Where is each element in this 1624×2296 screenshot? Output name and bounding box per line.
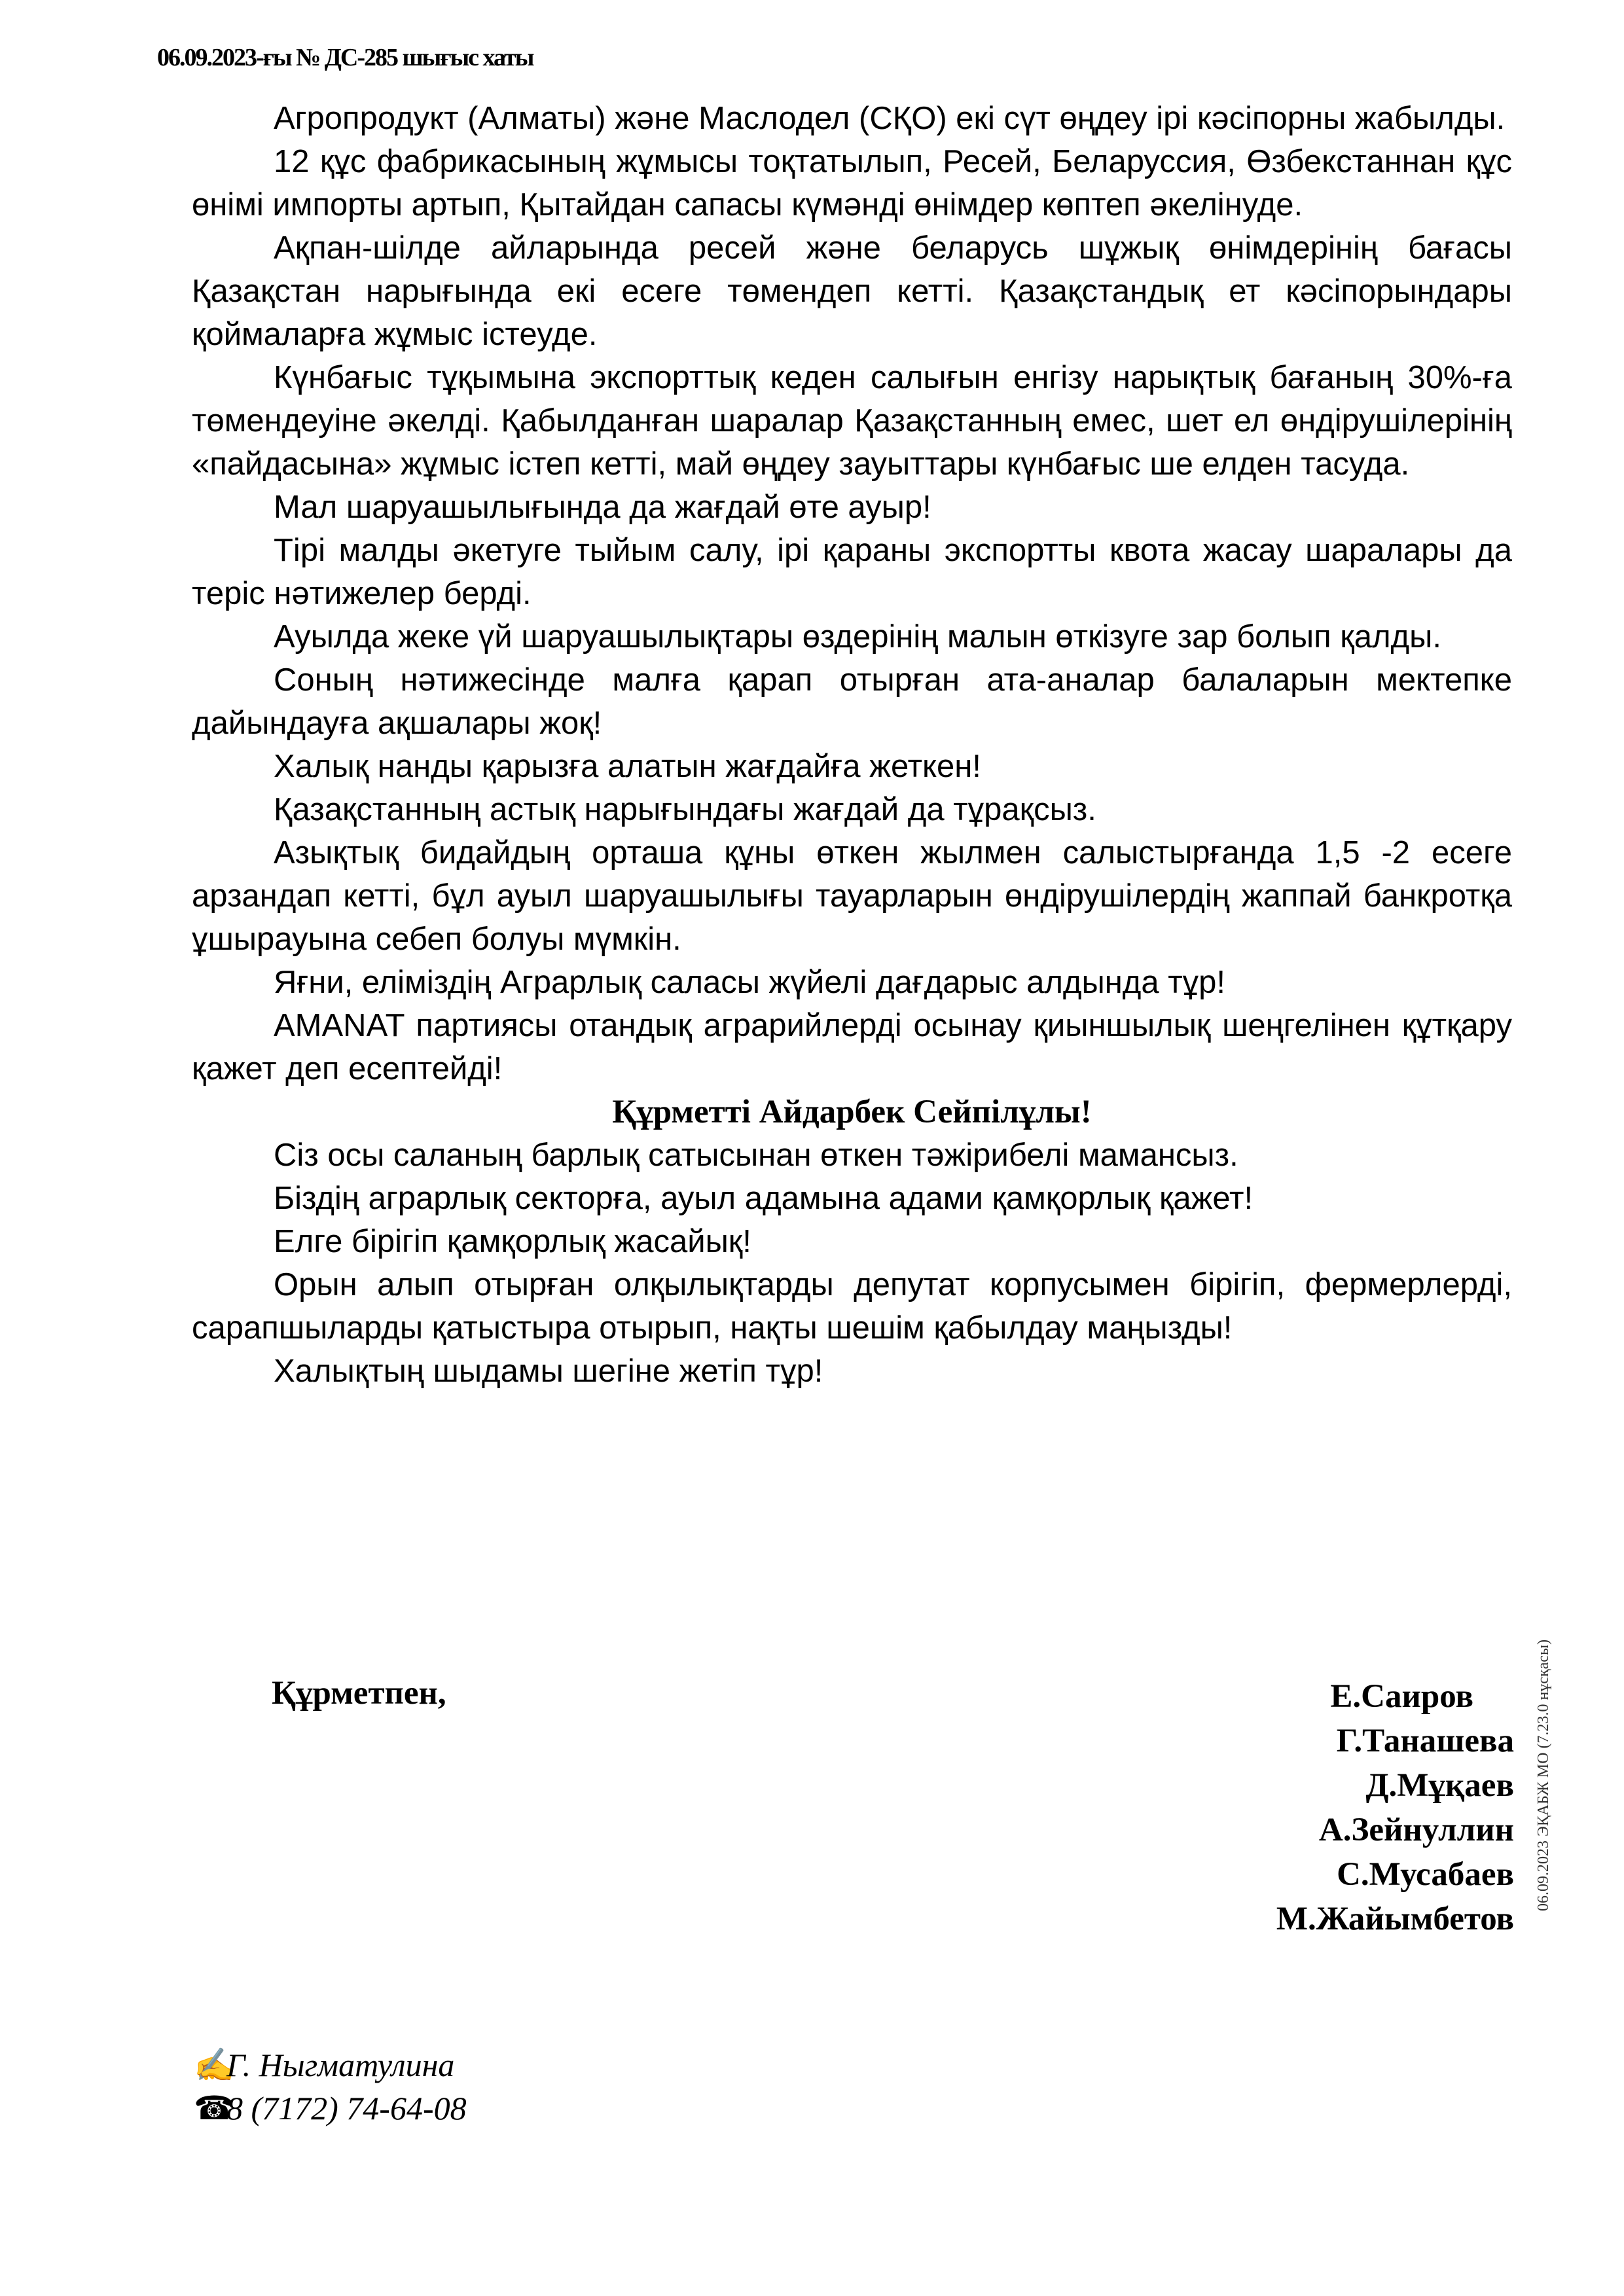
signatory-name: Е.Саиров xyxy=(1330,1678,1473,1715)
body-paragraph: Күнбағыс тұқымына экспорттық кеден салығын енгізу нарықтық бағаның 30%-ға төмендеуіне әкелді. Қабылданған шаралар Қазақстанның емес, шет ел өндірушілерінің «пайдасына» жұмыс істеп кетті, май өңдеу зауыттары күнбағыс ше елден тасуда. xyxy=(192,360,1512,482)
author-name: Г. Ныгматулина xyxy=(226,2047,455,2083)
body-paragraph: Агропродукт (Алматы) және Маслодел (СҚО) екі сүт өңдеу ірі кәсіпорны жабылды. xyxy=(274,101,1506,136)
body-paragraph: AMANAT партиясы отандық аграрийлерді осынау қиыншылық шеңгелінен құтқару қажет деп есептейді! xyxy=(192,1008,1512,1086)
signatory-name: М.Жайымбетов xyxy=(1276,1901,1514,1937)
phone-icon: ☎ xyxy=(194,2090,235,2126)
body-paragraph: Орын алып отырған олқылықтарды депутат корпусымен бірігіп, фермерлерді, сарапшыларды қатыстыра отырып, нақты шешім қабылдау маңызды! xyxy=(192,1267,1512,1346)
body-paragraph: Соның нәтижесінде малға қарап отырған ата-аналар балаларын мектепке дайындауға ақшалары жоқ! xyxy=(192,662,1512,741)
side-stamp: 06.09.2023 ЭҚАБЖ МО (7.23.0 нұсқасы) xyxy=(1535,1639,1552,1911)
signatory-name: Д.Мұқаев xyxy=(1365,1767,1514,1804)
signatory-name: Г.Танашева xyxy=(1336,1723,1514,1759)
body-paragraph: Тірі малды әкетуге тыйым салу, ірі қараны экспортты квота жасау шаралары да теріс нәтижелер берді. xyxy=(192,533,1512,611)
signatory-name: А.Зейнуллин xyxy=(1318,1812,1514,1848)
body-paragraph: Қазақстанның астық нарығындағы жағдай да тұрақсыз. xyxy=(274,792,1096,827)
body-paragraph: Азықтық бидайдың орташа құны өткен жылмен салыстырғанда 1,5 -2 есеге арзандап кетті, бұл ауыл шаруашылығы тауарларын өндірушілердің жаппай банкротқа ұшырауына себеп болуы мүмкін. xyxy=(192,835,1512,957)
pen-icon: ✍ xyxy=(194,2047,235,2083)
body-paragraph: Ақпан-шілде айларында ресей және беларусь шұжық өнімдерінің бағасы Қазақстан нарығында екі есеге төмендеп кетті. Қазақстандық ет кәсіпорындары қоймаларға жұмыс істеуде. xyxy=(192,230,1512,352)
author-line xyxy=(194,2043,467,2087)
body-paragraph: Сіз осы саланың барлық сатысынан өткен тәжірибелі мамансыз. xyxy=(274,1138,1238,1173)
body-paragraph: 12 құс фабрикасының жұмысы тоқтатылып, Ресей, Беларуссия, Өзбекстаннан құс өнімі импорты артып, Қытайдан сапасы күмәнді өнімдер көптеп әкелінуде. xyxy=(192,144,1512,223)
body-paragraph: Біздің аграрлық секторға, ауыл адамына адами қамқорлық қажет! xyxy=(274,1181,1254,1216)
body-paragraph: Елге бірігіп қамқорлық жасайық! xyxy=(274,1224,751,1259)
body-paragraph: Мал шаруашылығында да жағдай өте ауыр! xyxy=(274,490,931,525)
phone-number: 8 (7172) 74-64-08 xyxy=(226,2090,467,2126)
signatory-name: С.Мусабаев xyxy=(1337,1856,1514,1893)
body-paragraph: Халықтың шыдамы шегіне жетіп тұр! xyxy=(274,1354,823,1389)
contact-block xyxy=(194,2043,467,2130)
signatories-list xyxy=(1121,1674,1514,1941)
body-paragraph: Яғни, еліміздің Аграрлық саласы жүйелі дағдарыс алдында тұр! xyxy=(274,965,1226,1000)
phone-line xyxy=(194,2087,467,2130)
outgoing-number: 06.09.2023-ғы № ДС-285 шығыс хаты xyxy=(157,44,533,71)
body-paragraph: Ауылда жеке үй шаруашылықтары өздерінің малын өткізуге зар болып қалды. xyxy=(274,619,1441,655)
body-paragraph: Халық нанды қарызға алатын жағдайға жеткен! xyxy=(274,749,981,784)
closing-phrase: Құрметпен, xyxy=(272,1675,446,1712)
letter-body xyxy=(192,97,1512,1393)
greeting: Құрметті Айдарбек Сейпілұлы! xyxy=(612,1094,1092,1130)
